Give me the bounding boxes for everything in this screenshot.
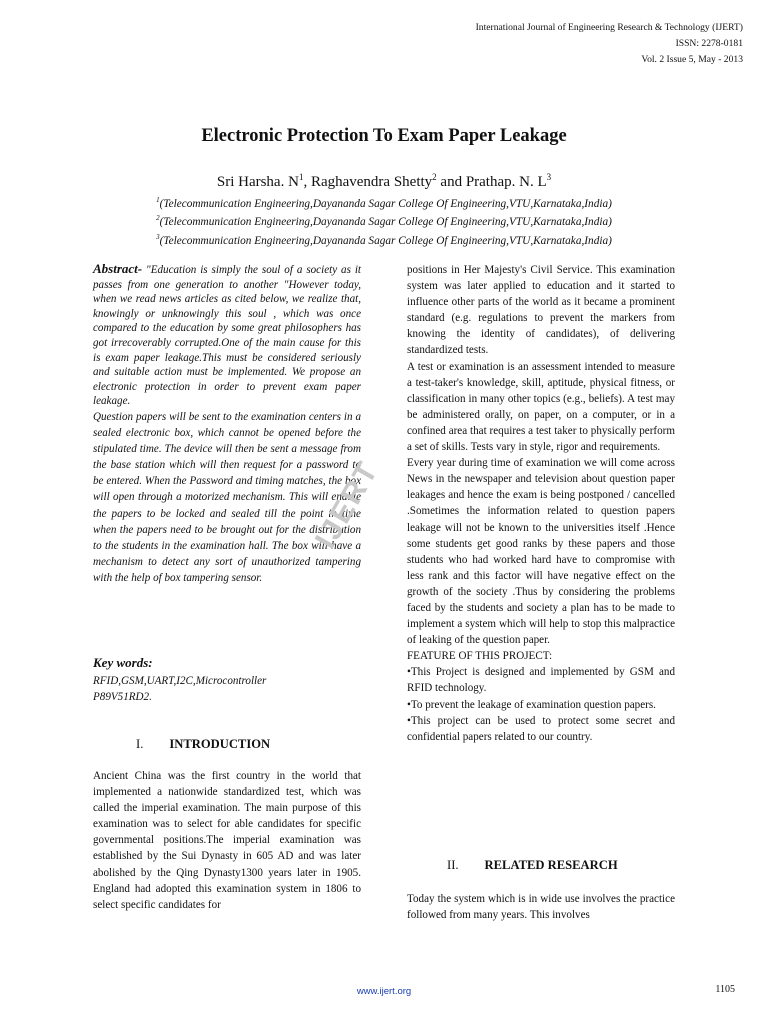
section-title: RELATED RESEARCH — [484, 858, 618, 872]
affiliation-text: (Telecommunication Engineering,Dayananda Sagar College Of Engineering,VTU,Karnataka,India) — [159, 197, 612, 210]
section-title: INTRODUCTION — [169, 737, 271, 751]
affiliation-line — [0, 211, 768, 229]
keywords-line: P89V51RD2. — [93, 691, 152, 703]
feature-item: •This Project is designed and implemented by GSM and RFID technology. — [407, 666, 675, 695]
section-heading-related-research — [447, 858, 618, 873]
introduction-text: Ancient China was the first country in the world that implemented a nationwide standardized test, which was called the imperial examination. The main purpose of this examination was to select for able candidates for specific governmental positions.The imperial examination was established by the Sui Dynasty in 605 AD and was later abolished by the Qing Dynasty1300 years later in 1905. England had adopted this examination system in 1806 to select specific candidates for — [93, 770, 361, 911]
affiliation-superscript: 2 — [156, 214, 160, 223]
abstract-paragraph-2: Question papers will be sent to the examination centers in a sealed electronic box, which cannot be opened before the stipulated time. The device will then be sent a message from the base station which will then request for a password to be entered. When the Password and timing matches, the box will open through a motorized mechanism. This will enable the papers to be locked and sealed till the point in time when the papers need to be brought out for the distribution to the students in the examination hall. The box will have a mechanism to detect any sort of unauthorized tampering with the help of box tampering sensor. — [93, 410, 361, 584]
affiliation-text: (Telecommunication Engineering,Dayananda Sagar College Of Engineering,VTU,Karnataka,India) — [159, 234, 612, 247]
affiliation-line — [0, 193, 768, 211]
author-name: , Raghavendra Shetty — [303, 174, 433, 190]
ijert-watermark: IJERT — [309, 455, 386, 555]
author-name: Sri Harsha. N — [216, 174, 299, 190]
feature-item: •To prevent the leakage of examination question papers. — [407, 698, 656, 711]
section-heading-introduction — [136, 737, 270, 752]
keywords-body — [93, 673, 361, 705]
related-research-text: Today the system which is in wide use involves the practice followed from many years. This involves — [407, 893, 675, 922]
author-superscript: 2 — [432, 172, 437, 182]
author-superscript: 1 — [298, 172, 304, 182]
author-list — [0, 172, 768, 191]
feature-title: FEATURE OF THIS PROJECT: — [407, 650, 553, 663]
keywords-line: RFID,GSM,UART,I2C,Microcontroller — [93, 675, 267, 687]
section-number: II. — [447, 858, 459, 872]
paper-title: Electronic Protection To Exam Paper Leakage — [201, 126, 567, 146]
problem-paragraph: Every year during time of examination we will come across News in the newspaper and television about question paper leakages and hence the exam is being postponed / cancelled .Sometimes the information related to question papers leakage will not be known to the universities itself .Hence some students get good ranks by these papers and those students who had worked hard have to compromise with less rank and this factor will have negative effect on the growth of the society .Thus by considering the problems faced by the students and society a plan has to be made to implement a system which will help to stop this malpractice of leaking of the question paper. — [407, 457, 675, 647]
affiliation-line — [0, 230, 768, 248]
feature-item: •This project can be used to protect some secret and confidential papers related to our country. — [407, 714, 675, 743]
website-link[interactable]: www.ijert.org — [356, 986, 412, 997]
abstract-label: Abstract- — [93, 261, 143, 276]
section-number: I. — [136, 737, 144, 751]
page-number: 1105 — [715, 984, 735, 995]
test-definition-paragraph: A test or examination is an assessment intended to measure a test-taker's knowledge, skill, aptitude, physical fitness, or classification in many other topics (e.g., beliefs). A test may be administered orally, on paper, on a computer, or in a confined area that requires a test taker to physically perform a set of skills. Tests vary in style, rigor and requirements. — [407, 360, 675, 454]
issn: ISSN: 2278-0181 — [675, 38, 743, 49]
affiliation-superscript: 1 — [156, 196, 160, 204]
abstract-text: "Education is simply the soul of a society as it passes from one generation to another "However today, when we read news articles as cited below, we realize that, knowingly or unknowingly this soul , which was once compared to the education by some great philosophers has got irrecoverably corrupted.One of the main cause for this is exam paper leakage.This must be considered seriously and suitable action must be implemented. We propose an electronic protection in order to prevent exam paper leakage. — [93, 264, 361, 408]
affiliations — [0, 193, 768, 248]
keywords-title: Key words: — [93, 655, 153, 670]
history-paragraph: positions in Her Majesty's Civil Service. This examination system was later applied to education and it started to influence other parts of the world as it became a prominent standard (e.g. regulations to prevent the markers from knowing the identity of candidates), of delivering standardized tests. — [407, 264, 675, 357]
affiliation-text: (Telecommunication Engineering,Dayananda Sagar College Of Engineering,VTU,Karnataka,India) — [159, 216, 612, 229]
author-superscript: 3 — [546, 172, 552, 182]
volume-issue: Vol. 2 Issue 5, May - 2013 — [641, 54, 743, 65]
affiliation-superscript: 3 — [156, 232, 160, 241]
journal-name: International Journal of Engineering Research & Technology (IJERT) — [475, 22, 743, 33]
author-name: and Prathap. N. L — [436, 174, 547, 190]
right-column — [407, 262, 675, 745]
abstract-paragraph — [93, 262, 361, 409]
journal-header — [476, 20, 743, 68]
